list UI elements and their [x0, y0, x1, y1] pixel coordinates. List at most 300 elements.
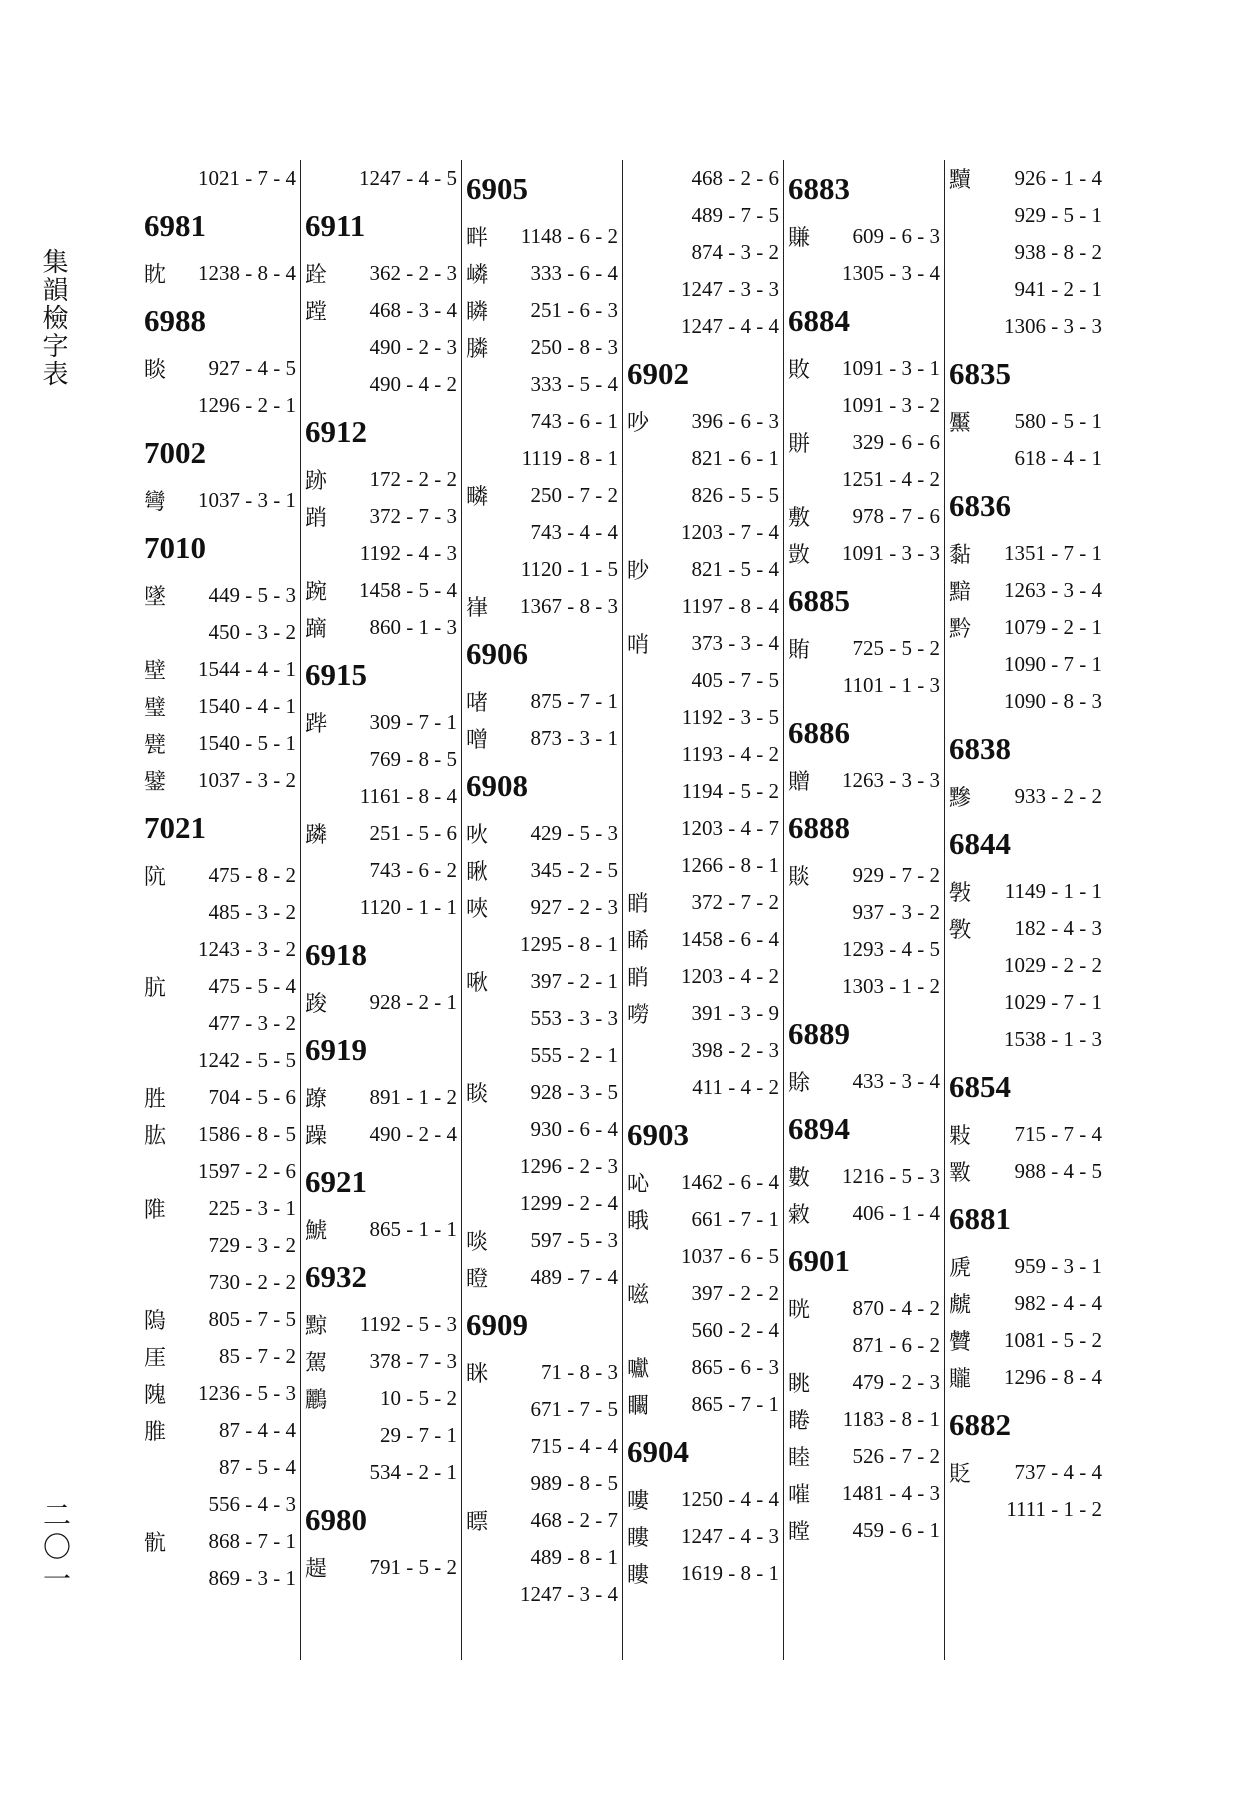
entry-reference: 29 - 7 - 1: [380, 1423, 457, 1447]
entry-reference: 737 - 4 - 4: [1014, 1460, 1102, 1484]
entry-character: 肮: [144, 976, 167, 1001]
entry-reference: 937 - 3 - 2: [852, 900, 940, 924]
entry-reference: 826 - 5 - 5: [691, 483, 779, 507]
index-entry: [627, 1481, 779, 1518]
entry-character: 黏: [949, 543, 972, 568]
entry-reference: 928 - 3 - 5: [530, 1080, 618, 1104]
code-heading: 6844: [949, 826, 1011, 861]
index-entry: [627, 588, 779, 625]
entry-character: 睄: [627, 892, 650, 917]
index-entry: [627, 197, 779, 234]
index-entry: [466, 1185, 618, 1222]
index-entry: [949, 947, 1102, 984]
index-entry: [466, 1148, 618, 1185]
entry-reference: 468 - 3 - 4: [369, 298, 457, 322]
code-heading: 6885: [788, 583, 850, 618]
index-entry: [627, 847, 779, 884]
code-heading: 6909: [466, 1307, 528, 1342]
index-entry: [788, 424, 940, 461]
index-entry: [466, 1111, 618, 1148]
entry-reference: 1296 - 8 - 4: [1004, 1365, 1102, 1389]
index-entry: [144, 1301, 296, 1338]
index-entry: [466, 477, 618, 514]
entry-character: 甓: [144, 733, 167, 758]
code-heading: 6981: [144, 208, 206, 243]
entry-reference: 1216 - 5 - 3: [842, 1164, 940, 1188]
entry-character: 隗: [144, 1383, 167, 1408]
entry-reference: 865 - 1 - 1: [369, 1217, 457, 1241]
entry-character: 敳: [788, 543, 811, 568]
index-entry: [627, 160, 779, 197]
entry-reference: 704 - 5 - 6: [208, 1085, 296, 1109]
code-heading: 7002: [144, 435, 206, 470]
entry-reference: 1149 - 1 - 1: [1004, 879, 1102, 903]
entry-character: 睋: [627, 1209, 650, 1234]
entry-reference: 362 - 2 - 3: [369, 261, 457, 285]
index-entry: [788, 1364, 940, 1401]
code-heading: 6894: [788, 1111, 850, 1146]
index-entry: [466, 255, 618, 292]
index-entry: [305, 741, 457, 778]
index-entry: [627, 1164, 779, 1201]
index-column-2: [301, 160, 462, 1660]
entry-reference: 1081 - 5 - 2: [1004, 1328, 1102, 1352]
index-entry: [305, 1417, 457, 1454]
entry-reference: 869 - 3 - 1: [208, 1566, 296, 1590]
entry-character: 睄: [627, 966, 650, 991]
index-entry: [144, 857, 296, 894]
code-heading: 6889: [788, 1016, 850, 1051]
entry-character: 囐: [627, 1357, 650, 1382]
entry-character: 鸝: [305, 1388, 328, 1413]
index-entry: [949, 1322, 1102, 1359]
index-entry: [788, 667, 940, 704]
entry-reference: 182 - 4 - 3: [1014, 916, 1102, 940]
code-heading: 6854: [949, 1069, 1011, 1104]
index-entry: [305, 329, 457, 366]
entry-reference: 1303 - 1 - 2: [842, 974, 940, 998]
entry-reference: 560 - 2 - 4: [691, 1318, 779, 1342]
index-entry: [949, 1454, 1102, 1491]
index-entry: [144, 1375, 296, 1412]
entry-character: 胜: [144, 1087, 167, 1112]
index-entry: [949, 440, 1102, 477]
code-heading: 6888: [788, 810, 850, 845]
entry-reference: 172 - 2 - 2: [369, 467, 457, 491]
index-entry: [627, 440, 779, 477]
entry-reference: 1367 - 8 - 3: [520, 594, 618, 618]
index-entry: [949, 535, 1102, 572]
entry-character: 啾: [466, 971, 489, 996]
entry-reference: 489 - 7 - 5: [691, 203, 779, 227]
index-entry: [144, 387, 296, 424]
entry-reference: 251 - 5 - 6: [369, 821, 457, 845]
index-entry: [466, 720, 618, 757]
entry-reference: 929 - 7 - 2: [852, 863, 940, 887]
index-entry: [144, 1338, 296, 1375]
index-entry: [305, 704, 457, 741]
entry-reference: 1029 - 2 - 2: [1004, 953, 1102, 977]
index-entry: [466, 1465, 618, 1502]
index-entry: [949, 1021, 1102, 1058]
entry-reference: 933 - 2 - 2: [1014, 784, 1102, 808]
entry-reference: 1037 - 3 - 2: [198, 768, 296, 792]
index-entry: [305, 815, 457, 852]
index-entry: [466, 218, 618, 255]
index-entry: [788, 1475, 940, 1512]
entry-reference: 891 - 1 - 2: [369, 1085, 457, 1109]
entry-reference: 534 - 2 - 1: [369, 1460, 457, 1484]
entry-character: 睦: [788, 1446, 811, 1471]
index-entry: [466, 366, 618, 403]
index-entry: [466, 1428, 618, 1465]
entry-reference: 1306 - 3 - 3: [1004, 314, 1102, 338]
entry-character: 跡: [305, 469, 328, 494]
index-entry: [466, 403, 618, 440]
index-entry: [627, 234, 779, 271]
index-entry: [466, 440, 618, 477]
entry-reference: 397 - 2 - 2: [691, 1281, 779, 1305]
index-entry: [949, 160, 1102, 197]
entry-character: 數: [788, 1166, 811, 1191]
entry-character: 瞵: [466, 300, 489, 325]
index-entry: [627, 551, 779, 588]
entry-reference: 1120 - 1 - 5: [520, 557, 618, 581]
entry-reference: 1203 - 4 - 2: [681, 964, 779, 988]
index-entry: [788, 461, 940, 498]
entry-character: 斅: [949, 881, 972, 906]
index-entry: [788, 894, 940, 931]
entry-reference: 928 - 2 - 1: [369, 990, 457, 1014]
index-entry: [466, 1576, 618, 1613]
index-entry: [788, 968, 940, 1005]
entry-character: 彎: [144, 490, 167, 515]
entry-reference: 1538 - 1 - 3: [1004, 1027, 1102, 1051]
entry-character: 脽: [144, 1420, 167, 1445]
entry-reference: 1247 - 4 - 5: [359, 166, 457, 190]
entry-character: 黔: [949, 617, 972, 642]
entry-character: 眯: [466, 1362, 489, 1387]
index-entry: [466, 1502, 618, 1539]
entry-reference: 1586 - 8 - 5: [198, 1122, 296, 1146]
index-entry: [627, 1555, 779, 1592]
entry-reference: 769 - 8 - 5: [369, 747, 457, 771]
entry-reference: 1111 - 1 - 2: [1006, 1497, 1102, 1521]
entry-reference: 475 - 8 - 2: [208, 863, 296, 887]
index-entry: [144, 1523, 296, 1560]
entry-reference: 405 - 7 - 5: [691, 668, 779, 692]
entry-reference: 597 - 5 - 3: [530, 1228, 618, 1252]
entry-reference: 821 - 5 - 4: [691, 557, 779, 581]
entry-character: 贚: [949, 1367, 972, 1392]
code-heading: 6912: [305, 414, 367, 449]
entry-reference: 1236 - 5 - 3: [198, 1381, 296, 1405]
entry-reference: 1263 - 3 - 3: [842, 768, 940, 792]
index-entry: [466, 329, 618, 366]
entry-character: 睠: [788, 1409, 811, 1434]
entry-reference: 1305 - 3 - 4: [842, 261, 940, 285]
entry-character: 厓: [144, 1346, 167, 1371]
entry-reference: 1091 - 3 - 3: [842, 541, 940, 565]
entry-character: 骯: [144, 1531, 167, 1556]
index-column-6: [945, 160, 1106, 1660]
entry-reference: 1120 - 1 - 1: [359, 895, 457, 919]
index-entry: [788, 931, 940, 968]
entry-reference: 490 - 4 - 2: [369, 372, 457, 396]
index-entry: [627, 403, 779, 440]
entry-character: 黥: [305, 1314, 328, 1339]
entry-reference: 1351 - 7 - 1: [1004, 541, 1102, 565]
entry-reference: 874 - 3 - 2: [691, 240, 779, 264]
index-entry: [144, 1190, 296, 1227]
code-heading: 6835: [949, 356, 1011, 391]
entry-character: 壁: [144, 659, 167, 684]
entry-character: 貶: [949, 1462, 972, 1487]
entry-reference: 927 - 4 - 5: [208, 356, 296, 380]
index-entry: [144, 1005, 296, 1042]
index-entry: [144, 482, 296, 519]
entry-character: 敹: [788, 1203, 811, 1228]
code-heading: 6838: [949, 731, 1011, 766]
entry-reference: 1481 - 4 - 3: [842, 1481, 940, 1505]
entry-character: 瞜: [627, 1526, 650, 1551]
index-entry: [627, 958, 779, 995]
entry-character: 吵: [627, 411, 650, 436]
index-entry: [949, 403, 1102, 440]
entry-reference: 398 - 2 - 3: [691, 1038, 779, 1062]
index-entry: [788, 1438, 940, 1475]
index-entry: [949, 234, 1102, 271]
index-entry: [466, 1354, 618, 1391]
index-entry: [788, 1512, 940, 1549]
index-entry: [466, 1000, 618, 1037]
entry-reference: 938 - 8 - 2: [1014, 240, 1102, 264]
code-heading: 6908: [466, 768, 528, 803]
index-entry: [949, 1248, 1102, 1285]
entry-reference: 725 - 5 - 2: [852, 636, 940, 660]
entry-reference: 729 - 3 - 2: [208, 1233, 296, 1257]
index-entry: [627, 1386, 779, 1423]
code-heading: 7021: [144, 810, 206, 845]
code-heading: 6911: [305, 208, 366, 243]
entry-reference: 959 - 3 - 1: [1014, 1254, 1102, 1278]
entry-reference: 1037 - 6 - 5: [681, 1244, 779, 1268]
entry-character: 瞅: [466, 860, 489, 885]
entry-character: 賖: [788, 1071, 811, 1096]
entry-character: 璧: [144, 696, 167, 721]
entry-reference: 555 - 2 - 1: [530, 1043, 618, 1067]
entry-character: 踃: [305, 506, 328, 531]
entry-character: 眺: [788, 1372, 811, 1397]
entry-character: 嘮: [627, 1003, 650, 1028]
entry-character: 啫: [466, 691, 489, 716]
entry-reference: 309 - 7 - 1: [369, 710, 457, 734]
index-entry: [466, 963, 618, 1000]
entry-reference: 743 - 4 - 4: [530, 520, 618, 544]
code-heading: 6921: [305, 1164, 367, 1199]
entry-reference: 661 - 7 - 1: [691, 1207, 779, 1231]
entry-character: 瞜: [627, 1563, 650, 1588]
entry-reference: 397 - 2 - 1: [530, 969, 618, 993]
entry-reference: 1458 - 5 - 4: [359, 578, 457, 602]
entry-character: 墜: [144, 585, 167, 610]
entry-character: 敷: [788, 506, 811, 531]
code-heading: 6904: [627, 1434, 689, 1469]
entry-reference: 479 - 2 - 3: [852, 1370, 940, 1394]
entry-character: 蹚: [305, 300, 328, 325]
entry-reference: 1037 - 3 - 1: [198, 488, 296, 512]
code-heading: 6881: [949, 1201, 1011, 1236]
entry-reference: 468 - 2 - 7: [530, 1508, 618, 1532]
index-entry: [305, 1079, 457, 1116]
entry-reference: 1119 - 8 - 1: [521, 446, 618, 470]
entry-character: 賄: [788, 638, 811, 663]
entry-character: 吙: [466, 823, 489, 848]
entry-reference: 449 - 5 - 3: [208, 583, 296, 607]
index-entry: [627, 1032, 779, 1069]
index-entry: [466, 1539, 618, 1576]
entry-character: 眇: [627, 559, 650, 584]
index-entry: [466, 1037, 618, 1074]
index-entry: [949, 271, 1102, 308]
entry-character: 黷: [949, 168, 972, 193]
entry-character: 虤: [949, 1293, 972, 1318]
index-entry: [627, 995, 779, 1032]
entry-character: 肱: [144, 1124, 167, 1149]
page-side-title: 集韻檢字表: [38, 248, 68, 388]
entry-character: 蹽: [305, 1087, 328, 1112]
entry-reference: 791 - 5 - 2: [369, 1555, 457, 1579]
entry-character: 瞪: [466, 1267, 489, 1292]
entry-reference: 1540 - 4 - 1: [198, 694, 296, 718]
entry-reference: 1299 - 2 - 4: [520, 1191, 618, 1215]
index-entry: [144, 255, 296, 292]
entry-character: 敤: [949, 1124, 972, 1149]
entry-reference: 609 - 6 - 3: [852, 224, 940, 248]
index-entry: [305, 535, 457, 572]
index-column-3: [462, 160, 623, 1660]
index-entry: [788, 1327, 940, 1364]
index-entry: [788, 350, 940, 387]
code-heading: 6883: [788, 171, 850, 206]
entry-reference: 875 - 7 - 1: [530, 689, 618, 713]
index-entry: [788, 218, 940, 255]
entry-reference: 1193 - 4 - 2: [681, 742, 779, 766]
index-entry: [466, 292, 618, 329]
entry-character: 踆: [305, 992, 328, 1017]
entry-reference: 821 - 6 - 1: [691, 446, 779, 470]
entry-character: 蹢: [305, 617, 328, 642]
index-entry: [305, 1454, 457, 1491]
entry-character: 嵂: [466, 596, 489, 621]
entry-reference: 743 - 6 - 1: [530, 409, 618, 433]
index-entry: [627, 1349, 779, 1386]
entry-reference: 251 - 6 - 3: [530, 298, 618, 322]
index-entry: [144, 1449, 296, 1486]
index-entry: [788, 255, 940, 292]
entry-character: 陮: [144, 1198, 167, 1223]
entry-reference: 468 - 2 - 6: [691, 166, 779, 190]
entry-reference: 1194 - 5 - 2: [681, 779, 779, 803]
entry-reference: 1247 - 4 - 4: [681, 314, 779, 338]
index-entry: [305, 1211, 457, 1248]
entry-reference: 1296 - 2 - 1: [198, 393, 296, 417]
index-entry: [627, 271, 779, 308]
entry-reference: 743 - 6 - 2: [369, 858, 457, 882]
index-entry: [466, 551, 618, 588]
index-entry: [466, 852, 618, 889]
entry-reference: 1295 - 8 - 1: [520, 932, 618, 956]
entry-reference: 1544 - 4 - 1: [198, 657, 296, 681]
entry-character: 黶: [949, 411, 972, 436]
entry-character: 吣: [627, 1172, 650, 1197]
index-entry: [627, 1238, 779, 1275]
index-entry: [788, 1063, 940, 1100]
index-column-4: [623, 160, 784, 1660]
index-column-5: [784, 160, 945, 1660]
entry-reference: 556 - 4 - 3: [208, 1492, 296, 1516]
index-entry: [144, 1264, 296, 1301]
entry-reference: 982 - 4 - 4: [1014, 1291, 1102, 1315]
entry-character: 黲: [949, 786, 972, 811]
entry-reference: 372 - 7 - 2: [691, 890, 779, 914]
entry-reference: 10 - 5 - 2: [380, 1386, 457, 1410]
code-heading: 6906: [466, 636, 528, 671]
entry-character: 賺: [788, 226, 811, 251]
index-entry: [144, 968, 296, 1005]
entry-character: 畔: [466, 226, 489, 251]
index-entry: [305, 1380, 457, 1417]
entry-reference: 865 - 7 - 1: [691, 1392, 779, 1416]
index-entry: [949, 308, 1102, 345]
index-entry: [788, 535, 940, 572]
entry-reference: 1192 - 5 - 3: [359, 1312, 457, 1336]
entry-reference: 372 - 7 - 3: [369, 504, 457, 528]
entry-reference: 730 - 2 - 2: [208, 1270, 296, 1294]
index-entry: [627, 625, 779, 662]
index-entry: [627, 1275, 779, 1312]
entry-reference: 1263 - 3 - 4: [1004, 578, 1102, 602]
entry-reference: 671 - 7 - 5: [530, 1397, 618, 1421]
entry-reference: 485 - 3 - 2: [208, 900, 296, 924]
entry-reference: 1540 - 5 - 1: [198, 731, 296, 755]
index-entry: [466, 1259, 618, 1296]
index-entry: [144, 651, 296, 688]
entry-reference: 553 - 3 - 3: [530, 1006, 618, 1030]
entry-character: 蹸: [305, 823, 328, 848]
code-heading: 6918: [305, 937, 367, 972]
index-entry: [949, 609, 1102, 646]
entry-reference: 1203 - 7 - 4: [681, 520, 779, 544]
entry-reference: 1192 - 4 - 3: [359, 541, 457, 565]
code-heading: 6932: [305, 1259, 367, 1294]
index-entry: [788, 498, 940, 535]
index-entry: [627, 1201, 779, 1238]
entry-reference: 1161 - 8 - 4: [359, 784, 457, 808]
index-entry: [305, 1116, 457, 1153]
index-entry: [627, 921, 779, 958]
entry-character: 躁: [305, 1124, 328, 1149]
index-entry: [144, 931, 296, 968]
entry-reference: 329 - 6 - 6: [852, 430, 940, 454]
index-entry: [627, 773, 779, 810]
entry-reference: 1619 - 8 - 1: [681, 1561, 779, 1585]
entry-reference: 1021 - 7 - 4: [198, 166, 296, 190]
index-entry: [949, 572, 1102, 609]
entry-reference: 715 - 7 - 4: [1014, 1122, 1102, 1146]
index-entry: [144, 1412, 296, 1449]
entry-character: 噌: [466, 728, 489, 753]
